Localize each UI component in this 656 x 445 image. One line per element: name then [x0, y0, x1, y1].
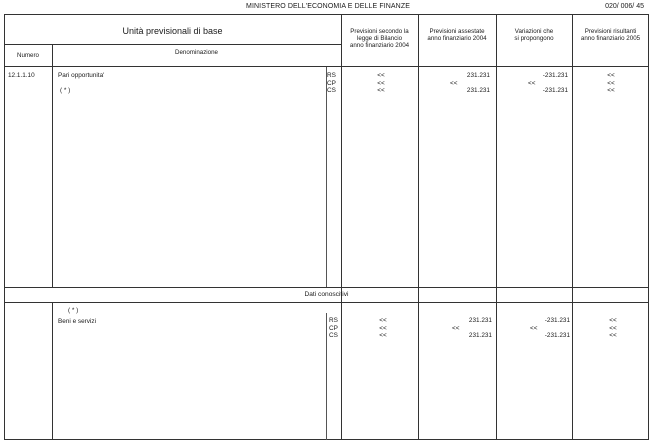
- dati-col2-values: [434, 317, 492, 340]
- code-cs: CS: [329, 332, 338, 340]
- dati-note: ( * ): [68, 307, 79, 314]
- upb-numero: 12.1.1.10: [8, 72, 35, 79]
- col-denominazione: Denominazione: [175, 49, 218, 56]
- col4-line2: anno finanziario 2005: [580, 35, 641, 43]
- code-cs: CS: [327, 87, 336, 95]
- divider-numero: [52, 44, 53, 287]
- rule-dati-top: [4, 287, 649, 288]
- divider-codes-lower: [326, 313, 327, 440]
- cell-value: <<: [609, 324, 617, 332]
- col1-line1: Previsioni secondo la: [350, 28, 409, 35]
- dati-col3-values: [512, 317, 570, 340]
- cell-value: <<: [607, 79, 615, 87]
- group-title: Unità previsionali di base: [122, 26, 223, 36]
- cell-value: <<: [377, 79, 385, 87]
- col2-line1: Previsioni assestate: [429, 28, 485, 35]
- cell-value: 231.231: [466, 72, 490, 79]
- cell-value: <<: [607, 72, 615, 79]
- divider-col1: [341, 14, 342, 440]
- page-reference: 020/ 006/ 45: [605, 3, 644, 10]
- divider-col4: [572, 14, 573, 440]
- divider-codes: [326, 67, 327, 287]
- dati-col1-values: [372, 317, 394, 340]
- dati-conoscitivi-title: Dati conoscitivi: [304, 291, 349, 298]
- col-numero: Numero: [16, 52, 39, 59]
- upb-col3-values: [510, 72, 568, 95]
- cell-value: <<: [452, 324, 460, 332]
- cell-value: 231.231: [468, 332, 492, 340]
- upb-col4-values: [600, 72, 622, 95]
- col1-line2: legge di Bilancio: [356, 35, 403, 43]
- cell-value: 231.231: [468, 317, 492, 324]
- dati-col4-values: [602, 317, 624, 340]
- rule-header-bottom: [4, 66, 649, 67]
- code-cp: CP: [329, 324, 338, 332]
- divider-col2: [418, 14, 419, 440]
- code-cp: CP: [327, 79, 336, 87]
- col3-line2: si propongono: [514, 35, 554, 43]
- cell-value: <<: [379, 324, 387, 332]
- cell-value: <<: [609, 317, 617, 324]
- cell-value: <<: [609, 332, 617, 340]
- cell-value: -231.231: [544, 317, 570, 324]
- cell-value: -231.231: [544, 332, 570, 340]
- code-rs: RS: [327, 72, 336, 79]
- cell-value: <<: [530, 324, 538, 332]
- cell-value: <<: [377, 72, 385, 79]
- cell-value: <<: [379, 317, 387, 324]
- upb-col1-values: [370, 72, 392, 95]
- cell-value: <<: [379, 332, 387, 340]
- rule-dati-bottom: [4, 302, 649, 303]
- cell-value: <<: [528, 79, 536, 87]
- divider-col3: [496, 14, 497, 440]
- dati-denominazione: Beni e servizi: [58, 318, 97, 325]
- cell-value: <<: [607, 87, 615, 95]
- upb-note: ( * ): [60, 87, 71, 94]
- rule-group-title: [4, 44, 341, 45]
- dati-row-codes: [329, 317, 338, 340]
- upb-row-codes: [327, 72, 336, 95]
- col4-line1: Previsioni risultanti: [584, 28, 637, 35]
- col2-line2: anno finanziario 2004: [427, 35, 487, 43]
- cell-value: <<: [450, 79, 458, 87]
- col-previsioni-legge: [341, 28, 418, 50]
- upb-col2-values: [432, 72, 490, 95]
- cell-value: -231.231: [542, 72, 568, 79]
- code-rs: RS: [329, 317, 338, 324]
- col-variazioni: [496, 28, 572, 42]
- upb-denominazione: Pari opportunita': [58, 72, 105, 79]
- ministry-title: MINISTERO DELL'ECONOMIA E DELLE FINANZE: [246, 3, 410, 10]
- cell-value: <<: [377, 87, 385, 95]
- cell-value: 231.231: [466, 87, 490, 95]
- col-previsioni-risultanti: [572, 28, 649, 42]
- col3-line1: Variazioni che: [514, 28, 554, 35]
- col1-line3: anno finanziario 2004: [349, 42, 410, 50]
- divider-numero-lower: [52, 302, 53, 440]
- col-previsioni-assestate: [418, 28, 496, 42]
- cell-value: -231.231: [542, 87, 568, 95]
